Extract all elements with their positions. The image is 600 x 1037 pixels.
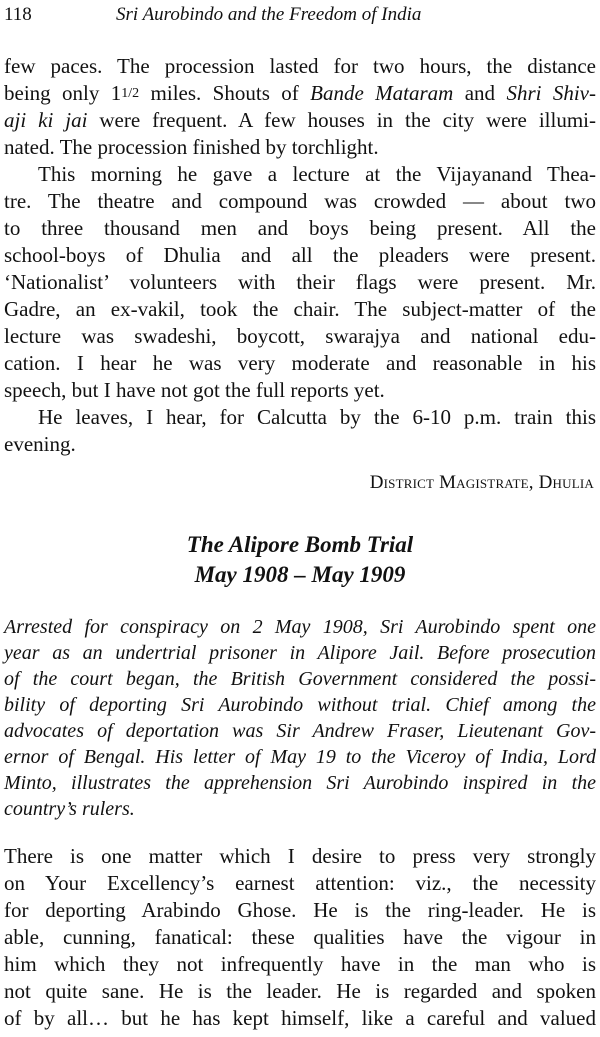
section-heading — [0, 530, 600, 590]
text-line: Arrested for conspiracy on 2 May 1908, Sri Aurobindo spent one — [4, 616, 596, 638]
text-line: of by all… but he has kept himself, like a careful and valued — [4, 1006, 596, 1030]
text-run: and — [453, 81, 507, 105]
running-title: Sri Aurobindo and the Freedom of India — [116, 4, 422, 25]
signature-line: District Magistrate, Dhulia — [369, 472, 594, 493]
italic-phrase: Bande Mataram — [310, 81, 454, 105]
text-line: nated. The procession finished by torchlight. — [4, 135, 379, 159]
section-title: The Alipore Bomb Trial — [186, 532, 414, 557]
paragraph-lecture — [4, 161, 596, 404]
text-line: There is one matter which I desire to press very strongly — [4, 844, 596, 868]
text-line: of the court began, the British Government considered the possi- — [4, 668, 596, 690]
text-line: few paces. The procession lasted for two hours, the distance — [4, 54, 596, 78]
text-line: speech, but I have not got the full reports yet. — [4, 378, 385, 402]
section-dates: May 1908 – May 1909 — [194, 562, 406, 587]
text-line: not quite sane. He is the leader. He is regarded and spoken — [4, 979, 596, 1003]
text-line: school-boys of Dhulia and all the pleaders were present. — [4, 243, 596, 267]
text-line: Gadre, an ex-vakil, took the chair. The subject-matter of the — [4, 297, 596, 321]
text-line: him which they not infrequently have in the man who is — [4, 952, 596, 976]
text-line: advocates of deportation was Sir Andrew Fraser, Lieutenant Gov- — [4, 720, 596, 742]
paragraph-letter — [4, 843, 596, 1032]
text-line — [4, 80, 596, 107]
text-line: Minto, illustrates the apprehension Sri Aurobindo inspired in the — [4, 772, 596, 794]
text-line: year as an undertrial prisoner in Alipore Jail. Before prosecution — [4, 642, 596, 664]
italic-phrase: Shri Shiv- — [506, 81, 596, 105]
text-line: able, cunning, fanatical: these qualities have the vigour in — [4, 925, 596, 949]
text-line: evening. — [4, 432, 76, 456]
text-line: cation. I hear he was very moderate and reasonable in his — [4, 351, 596, 375]
text-line: to three thousand men and boys being present. All the — [4, 216, 596, 240]
text-line: lecture was swadeshi, boycott, swarajya and national edu- — [4, 324, 596, 348]
text-line: for deporting Arabindo Ghose. He is the ring-leader. He is — [4, 898, 596, 922]
text-line: This morning he gave a lecture at the Vijayanand Thea- — [38, 162, 596, 186]
italic-phrase: aji ki jai — [4, 108, 88, 132]
text-line: on Your Excellency’s earnest attention: viz., the necessity — [4, 871, 596, 895]
text-line: bility of deporting Sri Aurobindo without trial. Chief among the — [4, 694, 596, 716]
text-line: country’s rulers. — [4, 798, 135, 820]
text-line: ‘Nationalist’ volunteers with their flags were present. Mr. — [4, 270, 596, 294]
intro-paragraph — [4, 614, 596, 822]
text-run: were frequent. A few houses in the city were illumi- — [87, 108, 596, 132]
text-line: tre. The theatre and compound was crowded — about two — [4, 189, 596, 213]
text-run: miles. Shouts of — [139, 81, 311, 105]
text-line: He leaves, I hear, for Calcutta by the 6-10 p.m. train this — [38, 405, 596, 429]
text-run: being only 1 — [4, 81, 122, 105]
running-head — [4, 2, 594, 28]
page-number: 118 — [4, 4, 32, 25]
text-line — [4, 107, 596, 134]
fraction-half: 1/2 — [121, 86, 140, 101]
paragraph-procession — [4, 53, 596, 161]
text-line: ernor of Bengal. His letter of May 19 to the Viceroy of India, Lord — [4, 746, 596, 768]
paragraph-departure — [4, 404, 596, 458]
